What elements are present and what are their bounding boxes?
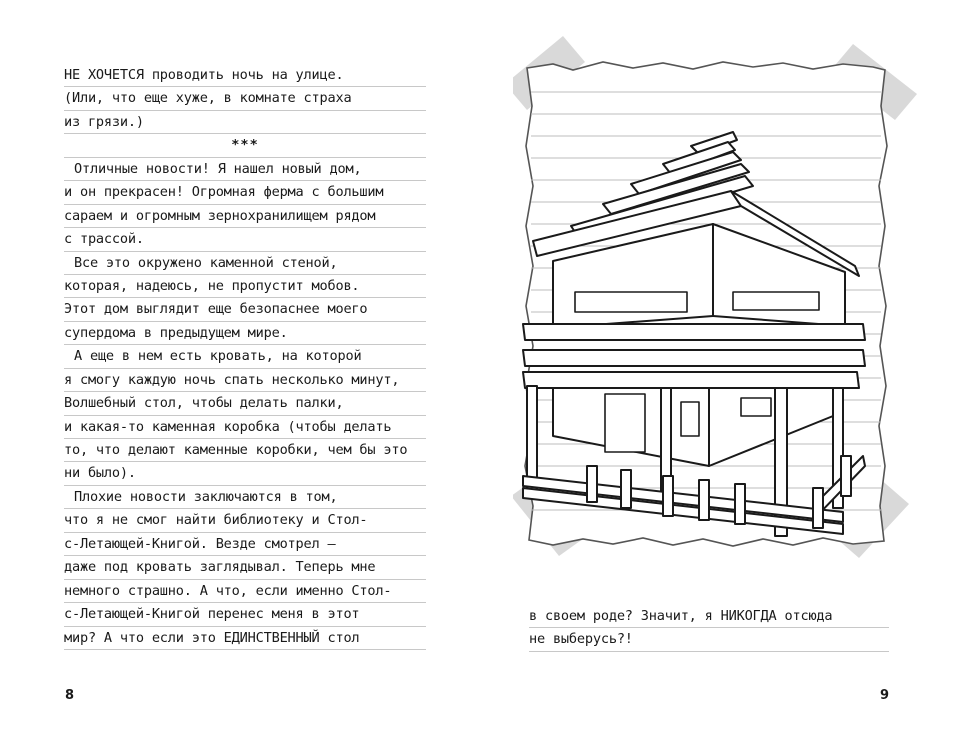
text-line: и он прекрасен! Огромная ферма с большим xyxy=(64,181,426,204)
text-line: что я не смог найти библиотеку и Стол- xyxy=(64,509,426,532)
text-line: я смогу каждую ночь спать несколько минут, xyxy=(64,369,426,392)
text-line: ни было). xyxy=(64,462,426,485)
house-illustration xyxy=(513,36,923,566)
text-line: Отличные новости! Я нашел новый дом, xyxy=(64,158,426,181)
right-page-text xyxy=(529,605,889,652)
text-line: с-Летающей-Книгой перенес меня в этот xyxy=(64,603,426,626)
page-number: 8 xyxy=(65,688,75,703)
text-line: Волшебный стол, чтобы делать палки, xyxy=(64,392,426,415)
text-line: супердома в предыдущем мире. xyxy=(64,322,426,345)
text-line: НЕ ХОЧЕТСЯ проводить ночь на улице. xyxy=(64,64,426,87)
text-line: которая, надеюсь, не пропустит мобов. xyxy=(64,275,426,298)
text-line: А еще в нем есть кровать, на которой xyxy=(64,345,426,368)
text-line: Все это окружено каменной стеной, xyxy=(64,252,426,275)
left-page-text xyxy=(64,64,426,650)
right-page xyxy=(477,0,954,739)
text-line: сараем и огромным зернохранилищем рядом xyxy=(64,205,426,228)
text-line: не выберусь?! xyxy=(529,628,889,651)
text-line: даже под кровать заглядывал. Теперь мне xyxy=(64,556,426,579)
text-line: в своем роде? Значит, я НИКОГДА отсюда xyxy=(529,605,889,628)
text-line: Этот дом выглядит еще безопаснее моего xyxy=(64,298,426,321)
text-line: с-Летающей-Книгой. Везде смотрел — xyxy=(64,533,426,556)
text-line: (Или, что еще хуже, в комнате страха xyxy=(64,87,426,110)
text-line: и какая-то каменная коробка (чтобы делать xyxy=(64,416,426,439)
page-number: 9 xyxy=(880,688,890,703)
text-line: из грязи.) xyxy=(64,111,426,134)
text-line: то, что делают каменные коробки, чем бы это xyxy=(64,439,426,462)
section-separator: *** xyxy=(64,134,426,157)
text-line: немного страшно. А что, если именно Стол- xyxy=(64,580,426,603)
text-line: с трассой. xyxy=(64,228,426,251)
text-line: Плохие новости заключаются в том, xyxy=(64,486,426,509)
text-line: мир? А что если это ЕДИНСТВЕННЫЙ стол xyxy=(64,627,426,650)
